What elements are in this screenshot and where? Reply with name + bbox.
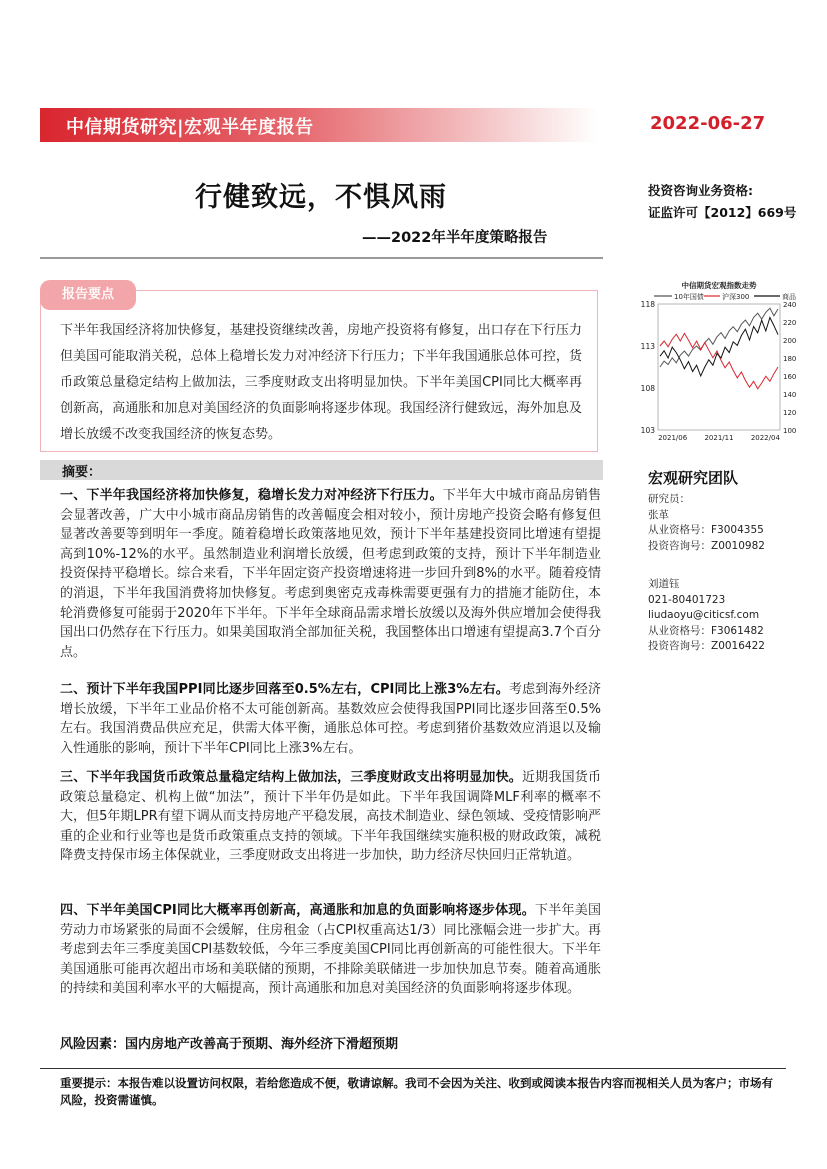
abstract-bar — [40, 460, 603, 480]
abstract-body-1: 下半年大中城市商品房销售会显著改善，广大中小城市商品房销售的改善幅度会相对较小，预计房地产投资会略有修复但显著改善要等到明年一季度。随着稳增长政策落地见效，预计下半年基建投资同比增速有望提高到10%-12%的水平。虽然制造业利润增长放缓，但考虑到政策的支持，预计下半年制造业投资保持平稳增长。综合来看，下半年固定资产投资增速将进一步回升到8%的水平。随着疫情的消退，下半年我国消费将加快修复。考虑到奥密克戎毒株需要更强有力的措施才能防住，本轮消费修复可能弱于2020年下半年。下半年全球商品需求增长放缓以及海外供应增加会使得我国出口仍然存在下行压力。如果美国取消全部加征关税，我国整体出口增速有望提高3.7个百分点。 — [60, 488, 601, 660]
abstract-body-3: 近期我国货币政策总量稳定、机构上做“加法”，预计下半年仍是如此。下半年我国调降MLF利率的概率不大，但5年期LPR有望下调从而支持房地产平稳发展，高技术制造业、绿色领域、受疫情影响严重的企业和行业等也是货币政策重点支持的领域。下半年我国继续实施积极的财政政策，减税降费支持保市场主体保就业，三季度财政支出将进一步加快，助力经济尽快回归正常轨道。 — [60, 770, 601, 864]
series-line-2 — [660, 318, 778, 377]
analyst-1-qual: 从业资格号：F3004355 — [648, 524, 764, 536]
y-right-tick-label: 220 — [783, 319, 797, 327]
analyst-card-1 — [648, 492, 765, 554]
analyst-2-invest: 投资咨询号：Z0016422 — [648, 640, 765, 652]
risk-factors: 风险因素：国内房地产改善高于预期、海外经济下滑超预期 — [60, 1037, 399, 1052]
report-subtitle: ——2022年半年度策略报告 — [362, 230, 548, 246]
header-brand: 中信期货研究|宏观半年度报告 — [66, 117, 314, 138]
x-tick-label: 2022/04 — [750, 434, 780, 442]
title-divider — [40, 257, 603, 259]
x-tick-label: 2021/06 — [658, 434, 688, 442]
y-right-tick-label: 160 — [783, 373, 797, 381]
y-left-tick-label: 118 — [640, 300, 655, 309]
analyst-1-invest: 投资咨询号：Z0010982 — [648, 539, 765, 552]
x-tick-label: 2021/11 — [704, 434, 734, 442]
y-right-tick-label: 180 — [783, 355, 797, 363]
abstract-paragraph-3 — [60, 768, 601, 866]
abstract-paragraph-4 — [60, 901, 601, 999]
abstract-paragraph-2 — [60, 680, 601, 758]
chart-title: 中信期货宏观指数走势 — [681, 281, 757, 290]
abstract-heading-1: 一、下半年我国经济将加快修复，稳增长发力对冲经济下行压力。 — [60, 488, 443, 503]
analyst-1-name: 张革 — [648, 508, 669, 521]
key-points-tab: 报告要点 — [40, 280, 136, 310]
analyst-card-2 — [648, 577, 765, 655]
key-points-text: 下半年我国经济将加快修复，基建投资继续改善，房地产投资将有修复，出口存在下行压力但美国可能取消关税，总体上稳增长发力对冲经济下行压力；下半年我国通胀总体可控，货币政策总量稳定结构上做加法，三季度财政支出将明显加快。下半年美国CPI同比大概率再创新高，高通胀和加息对美国经济的负面影响将逐步体现。我国经济行健致远，海外加息及增长放缓不改变我国经济的恢复态势。 — [60, 323, 582, 442]
y-right-tick-label: 120 — [783, 409, 797, 417]
chart-legend — [654, 292, 796, 301]
y-right-tick-label: 240 — [783, 301, 797, 309]
y-left-tick-label: 113 — [640, 342, 655, 351]
y-right-tick-label: 200 — [783, 337, 797, 345]
license-block — [648, 180, 796, 224]
y-left-tick-label: 103 — [640, 426, 655, 435]
abstract-heading-3: 三、下半年我国货币政策总量稳定结构上做加法，三季度财政支出将明显加快。 — [60, 770, 522, 785]
y-right-tick-label: 140 — [783, 391, 797, 399]
notice-divider — [40, 1068, 786, 1069]
license-line-2: 证监许可【2012】669号 — [648, 205, 797, 220]
analyst-2-qual: 从业资格号：F3061482 — [648, 624, 764, 637]
analyst-2-name: 刘道钰 — [648, 578, 680, 590]
legend-label-commodity: 商品 — [782, 293, 796, 301]
team-title: 宏观研究团队 — [648, 469, 739, 487]
important-notice: 重要提示：本报告难以设置访问权限，若给您造成不便，敬请谅解。我司不会因为关注、收到或阅读本报告内容而视相关人员为客户；市场有风险，投资需谨慎。 — [60, 1076, 773, 1107]
abstract-body-2: 考虑到海外经济增长放缓，下半年工业品价格不太可能创新高。基数效应会使得我国PPI同比逐步回落至0.5%左右。我国消费品供应充足，供需大体平衡，通胀总体可控。考虑到猪价基数效应消退以及输入性通胀的影响，预计下半年CPI同比上涨3%左右。 — [60, 682, 601, 756]
y-right-tick-label: 100 — [783, 427, 797, 435]
series-line-0 — [660, 308, 778, 367]
y-left-tick-label: 108 — [640, 384, 655, 393]
report-date: 2022-06-27 — [650, 113, 766, 134]
legend-label-bond: 10年国债 — [674, 293, 704, 301]
abstract-heading-2: 二、预计下半年我国PPI同比逐步回落至0.5%左右，CPI同比上涨3%左右。 — [60, 682, 509, 697]
abstract-paragraph-1 — [60, 486, 601, 662]
abstract-label: 摘要： — [62, 465, 102, 480]
license-line-1: 投资咨询业务资格: — [648, 183, 753, 198]
analyst-2-phone: 021-80401723 — [648, 593, 726, 606]
analyst-2-email: liudaoyu@citicsf.com — [648, 609, 760, 621]
report-title: 行健致远，不惧风雨 — [195, 182, 447, 213]
macro-index-chart — [632, 280, 807, 450]
abstract-body-4: 下半年美国劳动力市场紧张的局面不会缓解，住房租金（占CPI权重高达1/3）同比涨幅会进一步扩大。再考虑到去年三季度美国CPI基数较低，今年三季度美国CPI同比再创新高的可能性很大。下半年美国通胀可能再次超出市场和美联储的预期，不排除美联储进一步加快加息节奏。随着高通胀的持续和美国利率水平的大幅提高，预计高通胀和加息对美国经济的负面影响将逐步体现。 — [60, 903, 601, 997]
legend-label-hs300: 沪深300 — [722, 293, 750, 301]
abstract-heading-4: 四、下半年美国CPI同比大概率再创新高，高通胀和加息的负面影响将逐步体现。 — [60, 903, 535, 918]
researcher-label: 研究员： — [648, 493, 690, 505]
plot-frame — [658, 304, 780, 430]
